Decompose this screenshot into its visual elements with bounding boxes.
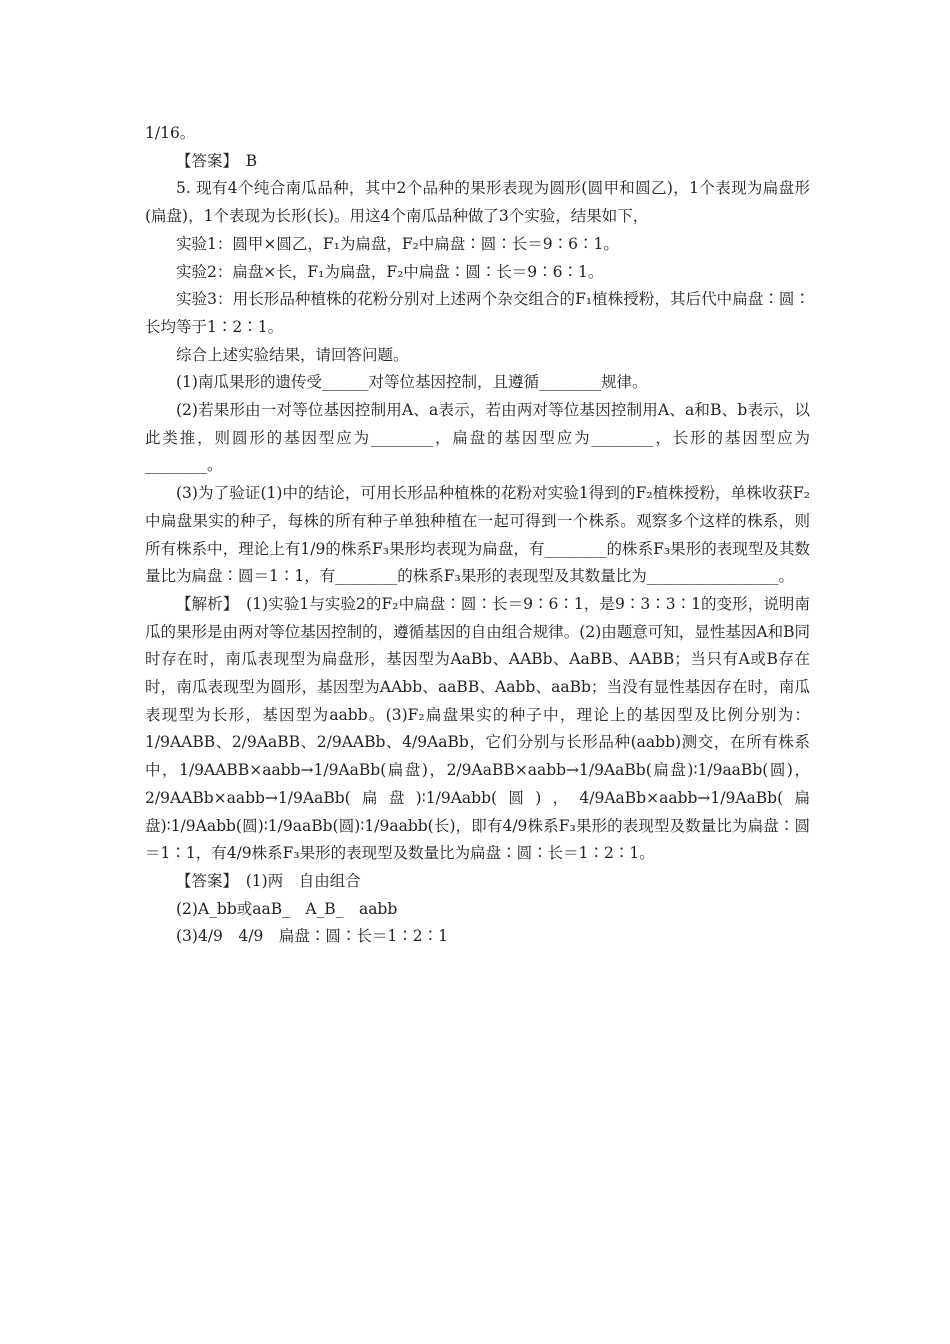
question-part-3: (3)为了验证(1)中的结论，可用长形品种植株的花粉对实验1得到的F₂植株授粉，单株收获F₂中扁盘果实的种子，每株的所有种子单独种植在一起可得到一个株系。观察多个这样的株系，则所有株系中，理论上有1/9的株系F₃果形均表现为扁盘，有________的株系F₃果形的表现型及其数量比为扁盘∶圆＝1∶1，有________的株系F₃果形的表现型及其数量比为_________________。	[145, 484, 810, 586]
experiment-1: 实验1：圆甲×圆乙，F₁为扁盘，F₂中扁盘∶圆∶长＝9∶6∶1。	[176, 234, 619, 253]
experiment-3: 实验3：用长形品种植株的花粉分别对上述两个杂交组合的F₁植株授粉，其后代中扁盘∶圆∶长均等于1∶2∶1。	[145, 290, 810, 336]
experiment-2: 实验2：扁盘×长，F₁为扁盘，F₂中扁盘∶圆∶长＝9∶6∶1。	[176, 262, 604, 281]
question-part-2: (2)若果形由一对等位基因控制用A、a表示，若由两对等位基因控制用A、a和B、b表示，以此类推，则圆形的基因型应为________，扁盘的基因型应为________，长形的基因型应为________。	[145, 401, 810, 475]
answer-part-1: 【答案】 (1)两 自由组合	[176, 871, 361, 890]
answer-part-3: (3)4/9 4/9 扁盘∶圆∶长＝1∶2∶1	[176, 927, 448, 946]
answer-part-2: (2)A_bb或aaB_ A_B_ aabb	[176, 899, 398, 918]
analysis-paragraph: 【解析】 (1)实验1与实验2的F₂中扁盘∶圆∶长＝9∶6∶1，是9∶3∶3∶1的变形，说明南瓜的果形是由两对等位基因控制的，遵循基因的自由组合规律。(2)由题意可知，显性基因A和B同时存在时，南瓜表现型为扁盘形，基因型为AaBb、AABb、AaBB、AABB；当只有A或B存在时，南瓜表现型为圆形，基因型为AAbb、aaBB、Aabb、aaBb；当没有显性基因存在时，南瓜表现型为长形，基因型为aabb。(3)F₂扁盘果实的种子中，理论上的基因型及比例分别为：1/9AABB、2/9AaBB、2/9AABb、4/9AaBb，它们分别与长形品种(aabb)测交，在所有株系中，1/9AABB×aabb→1/9AaBb(扁盘)，2/9AaBB×aabb→1/9AaBb(扁盘)∶1/9aaBb(圆)，2/9AABb×aabb→1/9AaBb(扁盘)∶1/9Aabb(圆)，4/9AaBb×aabb→1/9AaBb(扁盘)∶1/9Aabb(圆)∶1/9aaBb(圆)∶1/9aabb(长)，即有4/9株系F₃果形的表现型及数量比为扁盘∶圆＝1∶1，有4/9株系F₃果形的表现型及数量比为扁盘∶圆∶长＝1∶2∶1。	[145, 594, 810, 863]
instruction-line: 综合上述实验结果，请回答问题。	[176, 345, 409, 364]
question-part-1: (1)南瓜果形的遗传受______对等位基因控制，且遵循________规律。	[176, 373, 648, 392]
text-line: 1/16。	[145, 124, 196, 142]
document-body	[145, 120, 810, 951]
question-5-stem: 5. 现有4个纯合南瓜品种，其中2个品种的果形表现为圆形(圆甲和圆乙)，1个表现为扁盘形(扁盘)，1个表现为长形(长)。用这4个南瓜品种做了3个实验，结果如下，	[145, 179, 810, 226]
answer-line: 【答案】 B	[176, 151, 258, 170]
